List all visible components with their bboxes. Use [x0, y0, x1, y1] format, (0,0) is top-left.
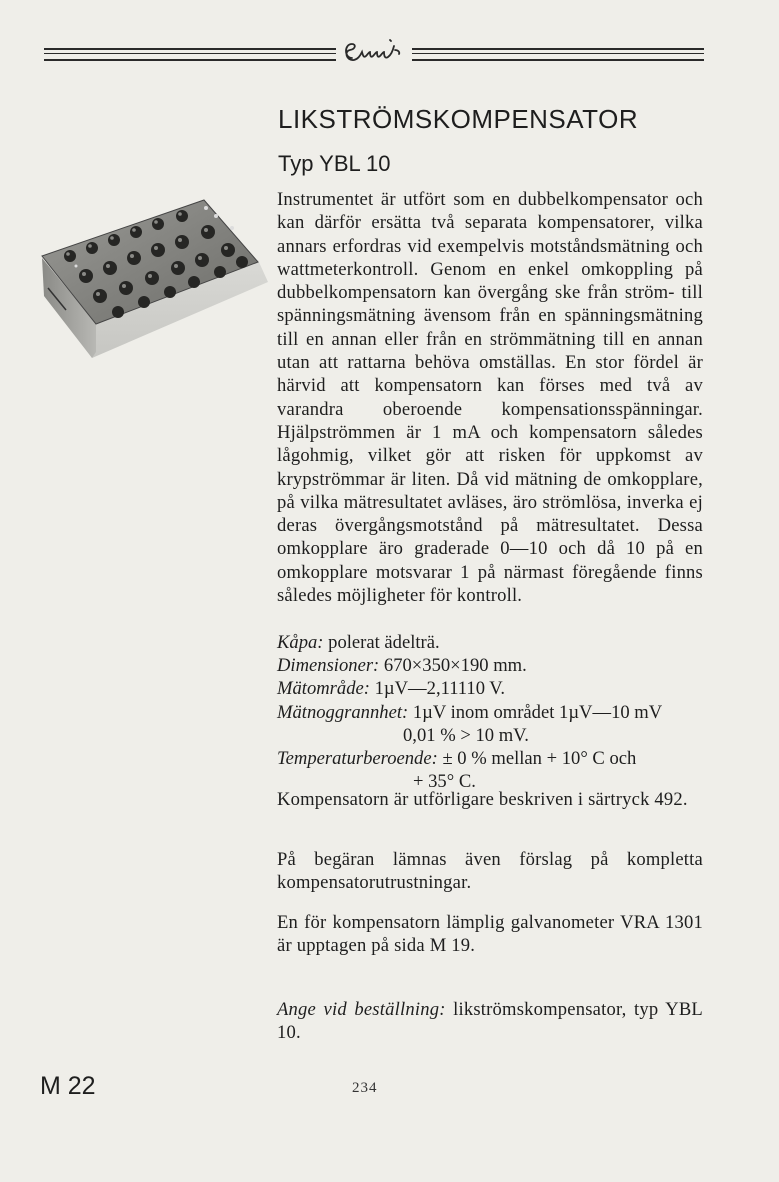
spec-value: ± 0 % mellan + 10° C och — [442, 748, 637, 770]
order-label: Ange vid beställning: — [277, 999, 446, 1020]
spec-value: + 35° C. — [413, 771, 476, 793]
spec-dimensioner — [277, 654, 717, 677]
note-sartryck: Kompensatorn är utförligare beskriven i särtryck 492. — [277, 789, 688, 810]
brand-logo-script — [338, 30, 412, 70]
spec-label: Temperaturberoende: — [277, 748, 438, 770]
specifications — [277, 631, 717, 793]
page-number: 234 — [352, 1080, 378, 1096]
spec-value: 1µV—2,11110 V. — [374, 678, 505, 700]
spec-matomrade — [277, 677, 717, 700]
spec-label: Dimensioner: — [277, 655, 380, 677]
spec-value: polerat ädelträ. — [328, 632, 440, 653]
note-forslag: På begäran lämnas även förslag på kompletta kompensatorutrustningar. — [277, 849, 703, 894]
spec-value: 670×350×190 mm. — [383, 655, 527, 677]
brand-logo — [338, 30, 412, 70]
spec-value: 1µV inom området 1µV—10 mV — [412, 701, 663, 723]
spec-temperatur — [277, 747, 717, 770]
header-rule-right — [412, 48, 704, 61]
product-photo — [36, 192, 268, 358]
spec-matnoggrannhet-continued — [277, 724, 717, 747]
order-value: likströmskompensator, typ YBL 10. — [277, 999, 703, 1044]
spec-label: Kåpa: — [277, 632, 324, 653]
spec-label: Mätnoggrannhet: — [277, 701, 409, 723]
order-note — [277, 998, 703, 1045]
header-rule-left — [44, 48, 336, 61]
section-code: M 22 — [40, 1072, 96, 1100]
spec-value: 0,01 % > 10 mV. — [403, 724, 529, 746]
spec-kapa — [277, 631, 717, 654]
spec-label: Mätområde: — [277, 678, 370, 700]
product-title: LIKSTRÖMSKOMPENSATOR — [278, 104, 639, 134]
product-description: Instrumentet är utfört som en dubbelkompensator och kan därför ersätta två separata kompensatorer, vilka annars erfordras vid exempelvis motståndsmätning och wattmeterkontroll. Genom en enkel omkoppling på dubbelkompensatorn kan övergång ske från ström- till spänningsmätning ävensom från en spänningsmätning till en annan eller från en strömmätning till en annan utan att rattarna behöva omställas. En stor fördel är härvid att kompensatorn kan förses med två av varandra oberoende kompensationsspänningar. Hjälpströmmen är 1 mA och kompensatorn således lågohmig, vilket gör att risken för uppkomst av krypströmmar är liten. Då vid mätning de omkopplare, på vilka mätresultatet avläses, äro strömlösa, inverka ej deras övergångsmotstånd på mätresultatet. Dessa omkopplare äro graderade 0—10 och då 10 på en omkopplare motsvarar 1 på närmast föregående finns således möjligheter för kontroll. — [277, 189, 703, 607]
note-galvanometer: En för kompensatorn lämplig galvanometer VRA 1301 är upptagen på sida M 19. — [277, 912, 703, 957]
spec-matnoggrannhet — [277, 701, 717, 724]
product-type: Typ YBL 10 — [278, 151, 391, 176]
